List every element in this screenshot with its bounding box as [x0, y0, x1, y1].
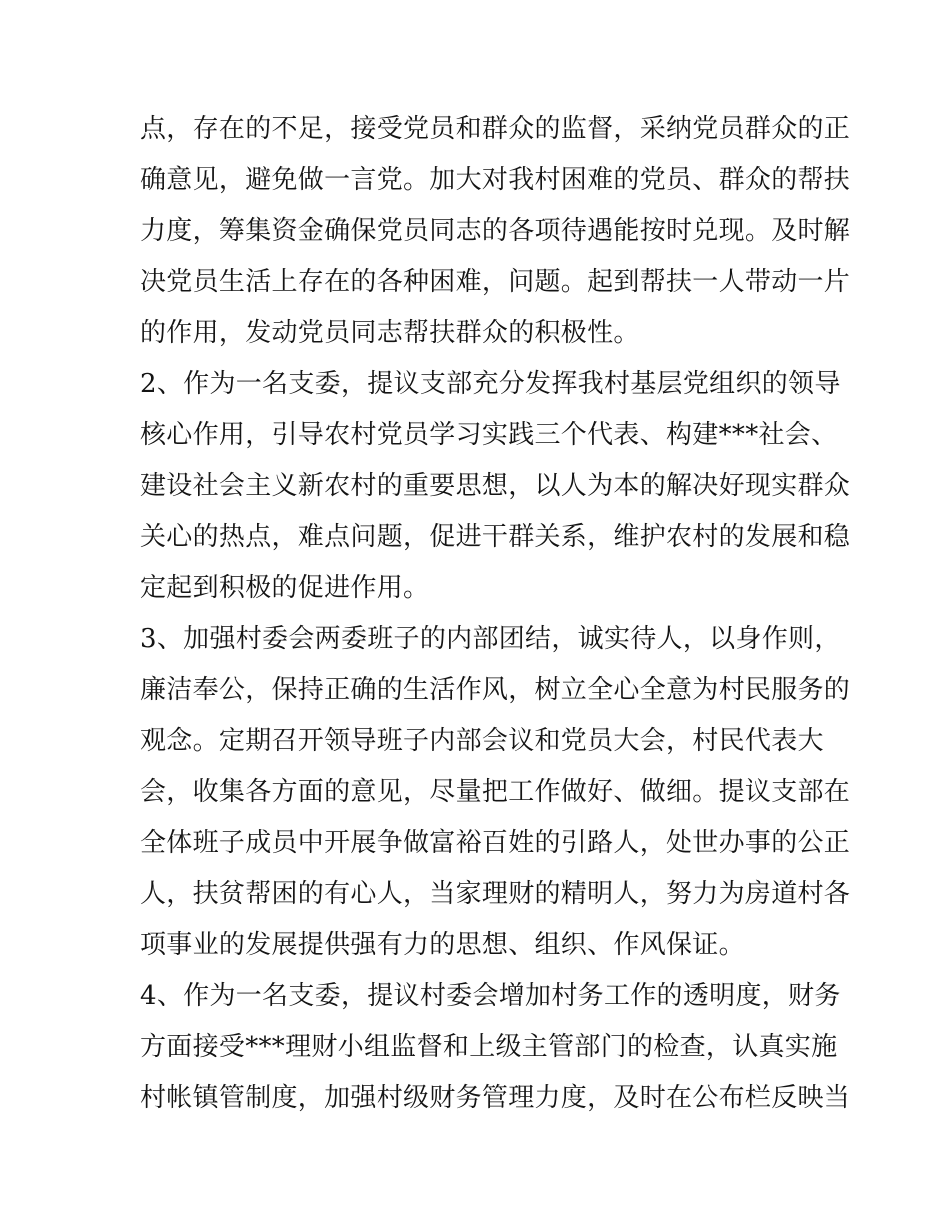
text-line: 会，收集各方面的意见，尽量把工作做好、做细。提议支部在	[140, 777, 851, 807]
document-body	[140, 104, 851, 1124]
text-line: 2、作为一名支委，提议支部充分发挥我村基层党组织的领导	[140, 369, 841, 399]
text-line: 核心作用，引导农村党员学习实践三个代表、构建***社会、	[140, 420, 838, 450]
text-line: 全体班子成员中开展争做富裕百姓的引路人，处世办事的公正	[140, 828, 851, 858]
text-line: 力度，筹集资金确保党员同志的各项待遇能按时兑现。及时解	[140, 216, 851, 246]
text-line: 廉洁奉公，保持正确的生活作风，树立全心全意为村民服务的	[140, 675, 851, 705]
text-line: 3、加强村委会两委班子的内部团结，诚实待人，以身作则，	[140, 624, 841, 654]
text-line: 定起到积极的促进作用。	[140, 573, 430, 603]
text-line: 建设社会主义新农村的重要思想，以人为本的解决好现实群众	[140, 471, 851, 501]
text-line: 点，存在的不足，接受党员和群众的监督，采纳党员群众的正	[140, 114, 851, 144]
text-line: 方面接受***理财小组监督和上级主管部门的检查，认真实施	[140, 1032, 838, 1062]
text-line: 确意见，避免做一言党。加大对我村困难的党员、群众的帮扶	[140, 165, 851, 195]
text-line: 4、作为一名支委，提议村委会增加村务工作的透明度，财务	[140, 981, 841, 1011]
text-line: 决党员生活上存在的各种困难，问题。起到帮扶一人带动一片	[140, 267, 851, 297]
text-line: 关心的热点，难点问题，促进干群关系，维护农村的发展和稳	[140, 522, 851, 552]
text-line: 村帐镇管制度，加强村级财务管理力度，及时在公布栏反映当	[140, 1083, 851, 1113]
text-line: 人，扶贫帮困的有心人，当家理财的精明人，努力为房道村各	[140, 879, 851, 909]
text-line: 的作用，发动党员同志帮扶群众的积极性。	[140, 318, 640, 348]
text-line: 观念。定期召开领导班子内部会议和党员大会，村民代表大	[140, 726, 824, 756]
text-line: 项事业的发展提供强有力的思想、组织、作风保证。	[140, 930, 745, 960]
